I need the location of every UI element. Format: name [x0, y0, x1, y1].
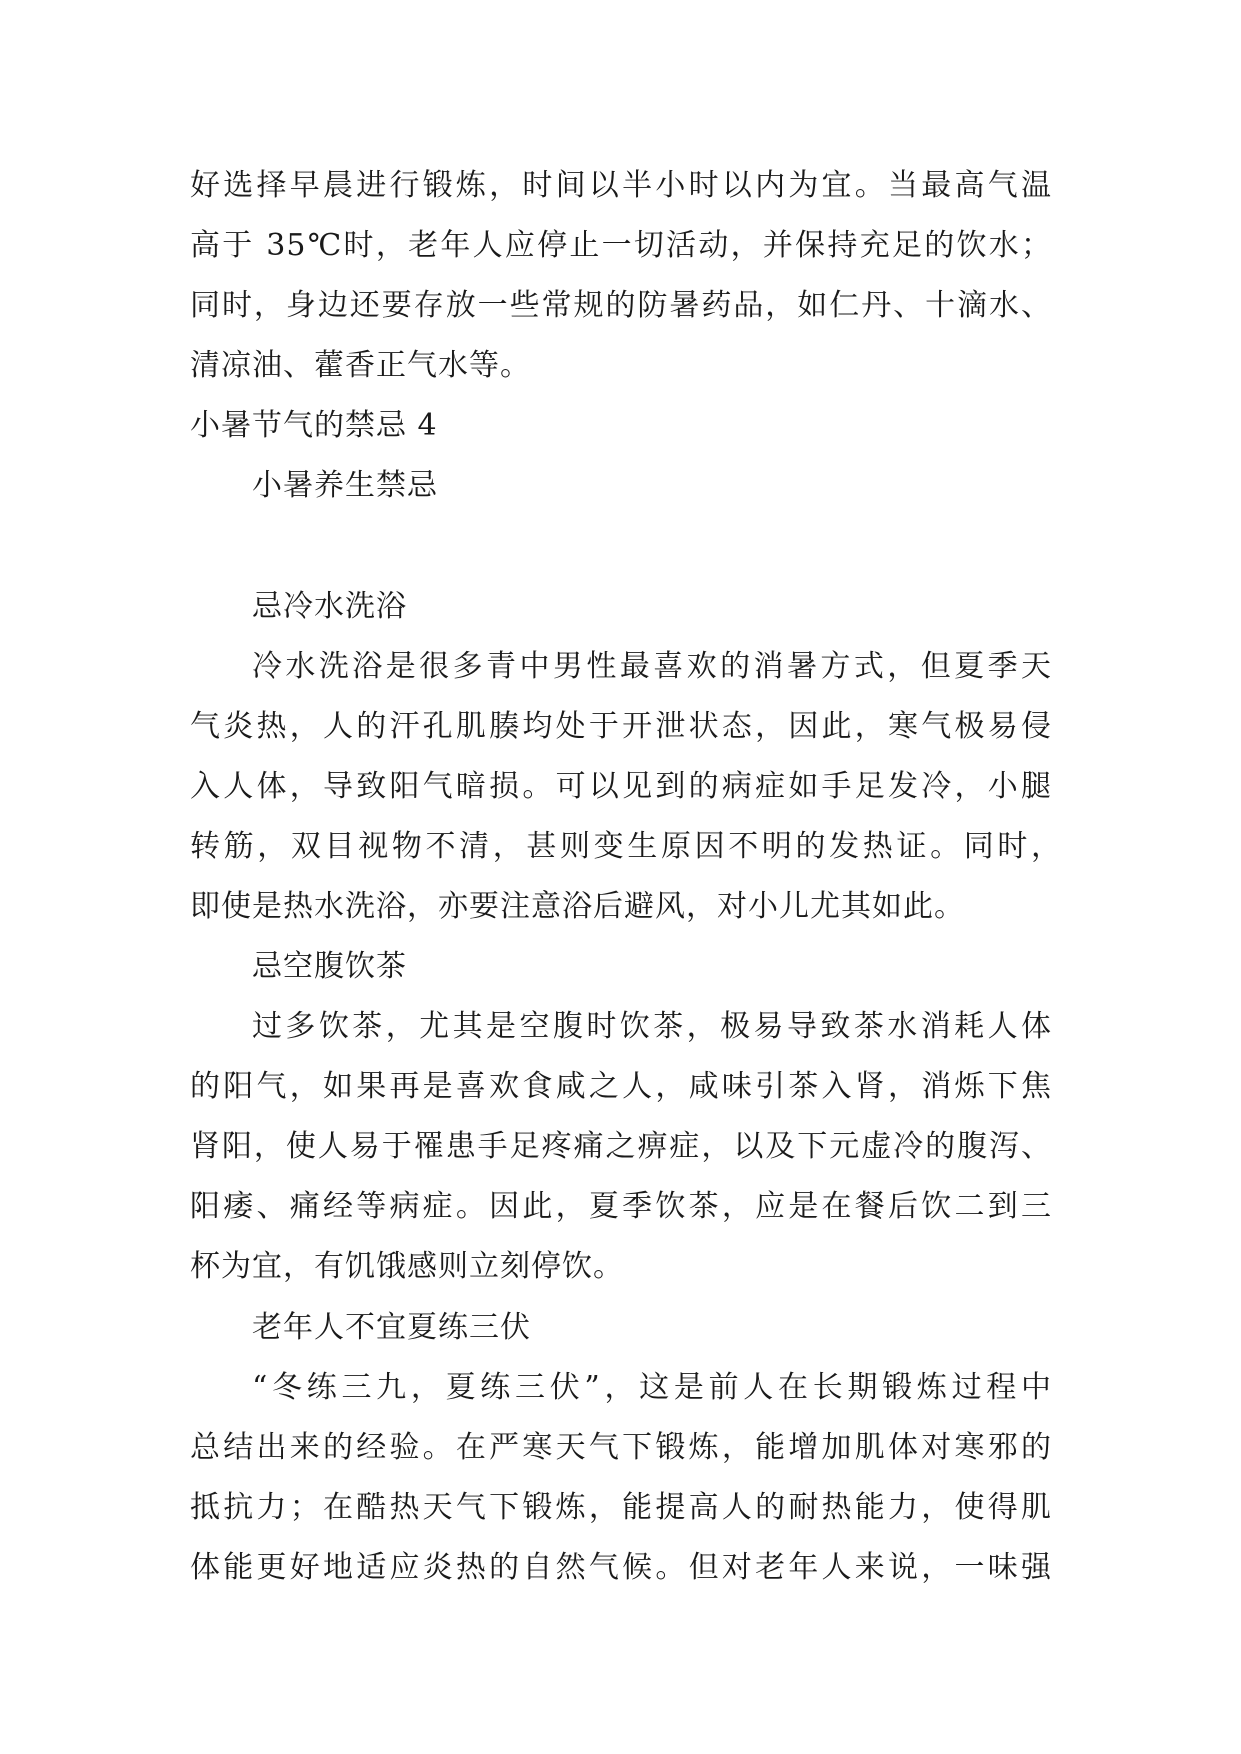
paragraph-line: 同时，身边还要存放一些常规的防暑药品，如仁丹、十滴水、	[190, 288, 1052, 323]
paragraph-line: 过多饮茶，尤其是空腹时饮茶，极易导致茶水消耗人体	[252, 1009, 1052, 1044]
paragraph-line: 气炎热，人的汗孔肌腠均处于开泄状态，因此，寒气极易侵	[190, 709, 1052, 744]
paragraph-line: 即使是热水洗浴，亦要注意浴后避风，对小儿尤其如此。	[190, 889, 965, 924]
section-heading: 小暑节气的禁忌 4	[190, 408, 438, 443]
paragraph-line: 肾阳，使人易于罹患手足疼痛之痹症，以及下元虚冷的腹泻、	[190, 1129, 1052, 1164]
paragraph-line: “冬练三九，夏练三伏”，这是前人在长期锻炼过程中	[252, 1370, 1052, 1405]
paragraph-line: 入人体，导致阳气暗损。可以见到的病症如手足发冷，小腿	[190, 769, 1052, 804]
paragraph-line: 冷水洗浴是很多青中男性最喜欢的消暑方式，但夏季天	[252, 649, 1052, 684]
paragraph-line: 好选择早晨进行锻炼，时间以半小时以内为宜。当最高气温	[190, 168, 1052, 203]
paragraph-line: 转筋，双目视物不清，甚则变生原因不明的发热证。同时，	[190, 829, 1062, 864]
paragraph-line: 清凉油、藿香正气水等。	[190, 348, 531, 383]
item-heading: 老年人不宜夏练三伏	[252, 1310, 531, 1345]
paragraph-line: 抵抗力；在酷热天气下锻炼，能提高人的耐热能力，使得肌	[190, 1490, 1052, 1525]
paragraph-line: 阳痿、痛经等病症。因此，夏季饮茶，应是在餐后饮二到三	[190, 1189, 1052, 1224]
item-heading: 忌空腹饮茶	[252, 949, 407, 984]
paragraph-line: 总结出来的经验。在严寒天气下锻炼，能增加肌体对寒邪的	[190, 1430, 1052, 1465]
paragraph-line: 的阳气，如果再是喜欢食咸之人，咸味引茶入肾，消烁下焦	[190, 1069, 1052, 1104]
paragraph-line: 杯为宜，有饥饿感则立刻停饮。	[190, 1249, 624, 1284]
paragraph-line: 高于 35℃时，老年人应停止一切活动，并保持充足的饮水；	[190, 228, 1052, 263]
sub-heading: 小暑养生禁忌	[252, 468, 438, 503]
item-heading: 忌冷水洗浴	[252, 589, 407, 624]
paragraph-line: 体能更好地适应炎热的自然气候。但对老年人来说，一味强	[190, 1550, 1052, 1585]
